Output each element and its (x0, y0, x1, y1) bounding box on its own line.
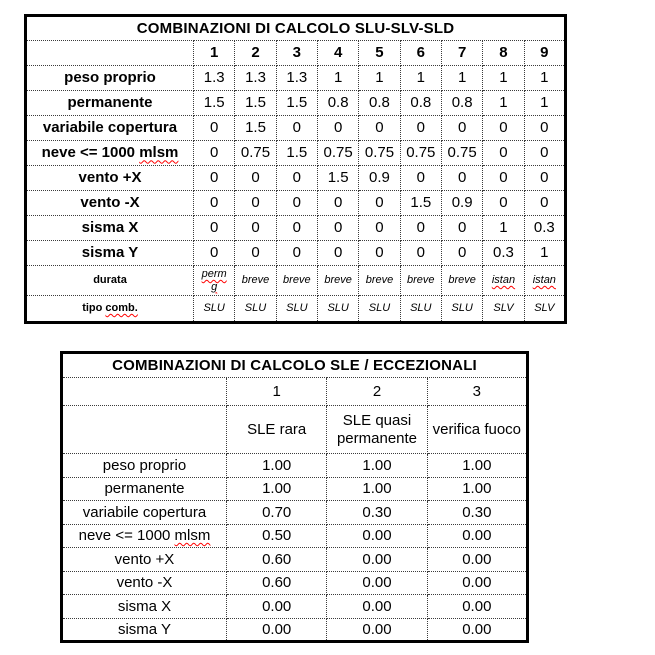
value-cell: 0.75 (235, 141, 276, 166)
value-cell: 0 (483, 166, 524, 191)
column-number: 3 (427, 378, 527, 406)
value-cell: 1 (317, 66, 358, 91)
value-cell: 0.8 (317, 91, 358, 116)
table-title: COMBINAZIONI DI CALCOLO SLU-SLV-SLD (26, 16, 566, 41)
spellcheck-underlined-word: perm g (201, 267, 227, 293)
value-cell: 1.00 (227, 454, 327, 478)
column-number: 1 (227, 378, 327, 406)
row-label: vento -X (26, 191, 194, 216)
value-cell: 0 (483, 141, 524, 166)
table-row-variabile-copertura (26, 116, 566, 141)
column-header: 7 (441, 41, 482, 66)
value-cell: 0 (524, 166, 565, 191)
column-name: verifica fuoco (427, 406, 527, 454)
value-cell: 0 (194, 241, 235, 266)
value-cell: 0.00 (327, 571, 427, 595)
value-cell: 0.00 (227, 618, 327, 642)
value-cell: 0 (194, 141, 235, 166)
column-number-row (62, 378, 528, 406)
value-cell: 1.3 (194, 66, 235, 91)
value-cell: 0 (276, 241, 317, 266)
table-row-sisma-y (62, 618, 528, 642)
value-cell: 1 (483, 91, 524, 116)
value-cell: 0 (276, 216, 317, 241)
value-cell: SLU (194, 296, 235, 323)
value-cell: 0.00 (427, 618, 527, 642)
value-cell: 0.75 (359, 141, 400, 166)
value-cell: 1.00 (227, 477, 327, 501)
value-cell: 0 (359, 241, 400, 266)
value-cell: 0 (235, 166, 276, 191)
value-cell: 0 (317, 191, 358, 216)
row-label: peso proprio (62, 454, 227, 478)
table-title: COMBINAZIONI DI CALCOLO SLE / ECCEZIONALI (62, 353, 528, 378)
value-cell: 0 (524, 141, 565, 166)
value-cell: 0.75 (441, 141, 482, 166)
value-cell: 0 (276, 116, 317, 141)
table-row-vento-piu-x (26, 166, 566, 191)
value-cell: 0 (276, 191, 317, 216)
value-cell: 0 (441, 216, 482, 241)
value-cell: 1.00 (327, 454, 427, 478)
value-cell: 0 (483, 116, 524, 141)
title-row (62, 353, 528, 378)
value-cell: 0.00 (427, 524, 527, 548)
table-row-peso-proprio (62, 454, 528, 478)
value-cell: 1.5 (276, 141, 317, 166)
table-row-permanente (26, 91, 566, 116)
value-cell: 0 (317, 116, 358, 141)
value-cell: 0 (400, 166, 441, 191)
value-cell: 1 (359, 66, 400, 91)
column-header: 5 (359, 41, 400, 66)
value-cell: 0.9 (359, 166, 400, 191)
value-cell: 0.60 (227, 571, 327, 595)
value-cell: SLV (524, 296, 565, 323)
value-cell: 0.3 (483, 241, 524, 266)
value-cell: 1.5 (235, 116, 276, 141)
value-cell: 0.00 (327, 595, 427, 619)
value-cell: SLV (483, 296, 524, 323)
table-row-sisma-x (62, 595, 528, 619)
value-cell: 0.8 (441, 91, 482, 116)
value-cell (524, 266, 565, 296)
value-cell: 0 (317, 241, 358, 266)
value-cell: breve (400, 266, 441, 296)
spellcheck-underlined-word: comb. (105, 302, 138, 315)
value-cell: 0.8 (359, 91, 400, 116)
value-cell: 1 (524, 91, 565, 116)
value-cell: 1 (483, 216, 524, 241)
corner-cell (26, 41, 194, 66)
row-label: vento +X (26, 166, 194, 191)
value-cell: 1 (441, 66, 482, 91)
value-cell: 0 (359, 216, 400, 241)
row-label: sisma Y (26, 241, 194, 266)
value-cell: 1 (483, 66, 524, 91)
table-row-neve (62, 524, 528, 548)
value-cell: 0 (359, 191, 400, 216)
value-cell: breve (235, 266, 276, 296)
value-cell: 0.00 (327, 524, 427, 548)
value-cell: 0 (194, 116, 235, 141)
table-row-permanente (62, 477, 528, 501)
value-cell: 0 (235, 191, 276, 216)
table-row-vento-piu-x (62, 548, 528, 572)
value-cell: breve (276, 266, 317, 296)
value-cell: 0.75 (317, 141, 358, 166)
corner-cell (62, 378, 227, 406)
row-label: sisma X (26, 216, 194, 241)
value-cell: 1 (400, 66, 441, 91)
row-label: permanente (62, 477, 227, 501)
row-label: variabile copertura (26, 116, 194, 141)
value-cell: 0.00 (427, 571, 527, 595)
table-row-sisma-x (26, 216, 566, 241)
column-header: 8 (483, 41, 524, 66)
value-cell: 1 (524, 66, 565, 91)
value-cell: 0 (441, 116, 482, 141)
value-cell: 0 (400, 116, 441, 141)
table-combinazioni-sle-eccezionali (60, 351, 529, 643)
value-cell: 0 (194, 166, 235, 191)
value-cell: 1.5 (317, 166, 358, 191)
corner-cell (62, 406, 227, 454)
value-cell: 0 (317, 216, 358, 241)
table-row-tipo-comb (26, 296, 566, 323)
table-row-peso-proprio (26, 66, 566, 91)
value-cell: breve (317, 266, 358, 296)
table-row-variabile-copertura (62, 501, 528, 525)
table-row-vento-meno-x (26, 191, 566, 216)
value-cell: 1.00 (427, 477, 527, 501)
value-cell: 0.30 (427, 501, 527, 525)
value-cell: 0.50 (227, 524, 327, 548)
value-cell: 0.00 (327, 548, 427, 572)
column-header-row (26, 41, 566, 66)
table-row-vento-meno-x (62, 571, 528, 595)
value-cell: 1.5 (235, 91, 276, 116)
column-number: 2 (327, 378, 427, 406)
row-label: sisma X (62, 595, 227, 619)
spellcheck-underlined-word: mlsm (174, 527, 211, 545)
value-cell: 0 (524, 116, 565, 141)
row-label: permanente (26, 91, 194, 116)
value-cell: SLU (441, 296, 482, 323)
row-label (26, 296, 194, 323)
row-label: vento +X (62, 548, 227, 572)
value-cell: 0 (483, 191, 524, 216)
value-cell: SLU (276, 296, 317, 323)
value-cell: 0.3 (524, 216, 565, 241)
value-cell: 1.5 (276, 91, 317, 116)
column-name: SLE quasi permanente (327, 406, 427, 454)
value-cell: 1.3 (235, 66, 276, 91)
value-cell: 1.5 (400, 191, 441, 216)
value-cell: 1 (524, 241, 565, 266)
value-cell: 0 (400, 216, 441, 241)
value-cell: 0 (235, 216, 276, 241)
value-cell (194, 266, 235, 296)
value-cell: 0.8 (400, 91, 441, 116)
column-header: 3 (276, 41, 317, 66)
value-cell: 0.75 (400, 141, 441, 166)
value-cell: 0 (400, 241, 441, 266)
table-row-durata (26, 266, 566, 296)
column-name: SLE rara (227, 406, 327, 454)
value-cell: 0.00 (427, 595, 527, 619)
value-cell: 1.00 (327, 477, 427, 501)
table-combinazioni-slu-slv-sld (24, 14, 567, 324)
spellcheck-underlined-word: mlsm (139, 144, 179, 162)
value-cell (483, 266, 524, 296)
value-cell: 0.30 (327, 501, 427, 525)
value-cell: 0 (194, 216, 235, 241)
value-cell: 1.5 (194, 91, 235, 116)
row-label: peso proprio (26, 66, 194, 91)
title-row (26, 16, 566, 41)
value-cell: 0 (524, 191, 565, 216)
value-cell: breve (359, 266, 400, 296)
value-cell: 1.3 (276, 66, 317, 91)
row-label: sisma Y (62, 618, 227, 642)
column-header: 6 (400, 41, 441, 66)
table-row-sisma-y (26, 241, 566, 266)
value-cell: 0 (441, 166, 482, 191)
spellcheck-underlined-word: istan (532, 274, 556, 287)
value-cell: 0.9 (441, 191, 482, 216)
value-cell: 0.60 (227, 548, 327, 572)
value-cell: SLU (235, 296, 276, 323)
value-cell: 0.00 (227, 595, 327, 619)
value-cell: SLU (359, 296, 400, 323)
row-label (62, 524, 227, 548)
row-label (26, 141, 194, 166)
row-label: vento -X (62, 571, 227, 595)
value-cell: SLU (400, 296, 441, 323)
spellcheck-underlined-word: istan (491, 274, 516, 287)
value-cell: 0 (441, 241, 482, 266)
column-header: 1 (194, 41, 235, 66)
column-header: 9 (524, 41, 565, 66)
row-label-text: neve <= 1000 (41, 144, 140, 162)
row-label: durata (26, 266, 194, 296)
row-label-text: neve <= 1000 (78, 527, 175, 545)
value-cell: 0.70 (227, 501, 327, 525)
value-cell: 0 (276, 166, 317, 191)
value-cell: 0 (235, 241, 276, 266)
value-cell: 0 (359, 116, 400, 141)
value-cell: 0.00 (327, 618, 427, 642)
row-label-text: tipo (82, 302, 106, 315)
column-name-row (62, 406, 528, 454)
table-row-neve (26, 141, 566, 166)
row-label: variabile copertura (62, 501, 227, 525)
value-cell: breve (441, 266, 482, 296)
column-header: 2 (235, 41, 276, 66)
value-cell: 0.00 (427, 548, 527, 572)
value-cell: SLU (317, 296, 358, 323)
column-header: 4 (317, 41, 358, 66)
value-cell: 0 (194, 191, 235, 216)
value-cell: 1.00 (427, 454, 527, 478)
